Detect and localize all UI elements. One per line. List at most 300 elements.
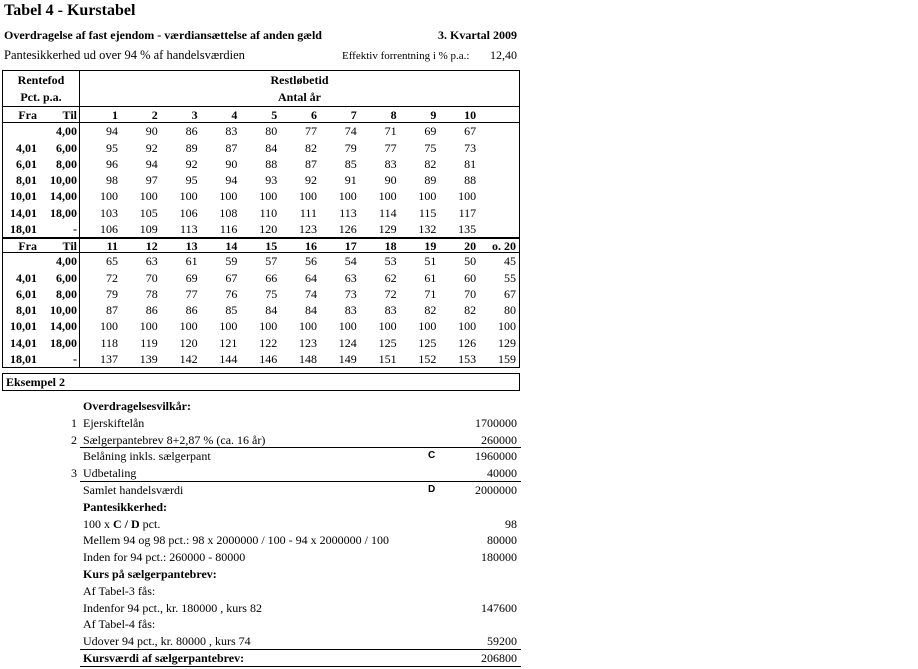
price-value: 87 <box>106 303 118 318</box>
price-value: 120 <box>179 335 198 350</box>
price-value: 85 <box>225 303 238 318</box>
price-value: 142 <box>179 351 198 366</box>
year-header-row <box>3 107 519 123</box>
rate-from: 10,01 <box>10 189 37 204</box>
year-header: 17 <box>344 238 357 253</box>
price-value: 86 <box>185 124 198 139</box>
year-header: o. 20 <box>491 238 516 253</box>
example-row-content <box>80 415 521 432</box>
price-value: 109 <box>139 221 158 236</box>
year-header: 10 <box>464 107 477 122</box>
item-label: Mellem 94 og 98 pct.: 98 x 2000000 / 100 - 94 x 2000000 / 100 <box>83 533 389 548</box>
item-label: Inden for 94 pct.: 260000 - 80000 <box>83 550 246 565</box>
price-value: 100 <box>259 189 278 204</box>
price-value: 61 <box>424 270 437 285</box>
rate-from: 14,01 <box>10 205 37 220</box>
price-value: 82 <box>464 303 477 318</box>
rate-row <box>3 140 519 156</box>
price-value: 117 <box>458 205 477 220</box>
example-row-content <box>80 465 521 482</box>
item-amount: 180000 <box>481 550 517 565</box>
price-value: 159 <box>497 351 516 366</box>
price-value: 45 <box>503 254 516 269</box>
price-value: 87 <box>304 156 317 171</box>
formula-suffix: pct. <box>139 516 161 531</box>
rate-row <box>3 205 519 221</box>
price-value: 132 <box>418 221 437 236</box>
total-marker: D <box>428 483 436 495</box>
year-header-row <box>3 237 519 253</box>
price-value: 79 <box>344 140 357 155</box>
price-table-body <box>3 107 519 367</box>
rate-to: 6,00 <box>40 270 80 286</box>
price-value: 66 <box>265 270 278 285</box>
price-value: 116 <box>219 221 238 236</box>
rate-row <box>3 172 519 188</box>
year-header: 11 <box>106 238 118 253</box>
price-value: 94 <box>106 124 118 139</box>
example-row-content <box>80 499 521 516</box>
rate-header-unit: Pct. p.a. <box>20 90 62 104</box>
price-value: 100 <box>139 189 158 204</box>
example-row <box>0 499 521 516</box>
rate-from: 6,01 <box>16 286 37 301</box>
example-row <box>0 432 521 449</box>
item-number: 2 <box>71 432 77 447</box>
rate-to: 14,00 <box>40 318 80 334</box>
price-value: 108 <box>219 205 238 220</box>
price-value: 100 <box>338 189 357 204</box>
price-value: 100 <box>338 319 357 334</box>
price-value: 100 <box>100 319 118 334</box>
rate-header <box>3 71 80 106</box>
year-header: 16 <box>304 238 317 253</box>
price-value: 83 <box>225 124 238 139</box>
price-value: 106 <box>100 221 118 236</box>
year-header: 12 <box>145 238 158 253</box>
item-amount: 2000000 <box>475 482 517 497</box>
price-value: 90 <box>225 156 238 171</box>
example-row <box>0 549 521 566</box>
rate-from <box>3 123 40 139</box>
interest-rate-label: Effektiv forrentning i % p.a.: <box>342 50 470 62</box>
rate-row <box>3 318 519 334</box>
rate-row <box>3 156 519 172</box>
example-row-content <box>80 650 521 667</box>
rate-to: - <box>40 351 80 367</box>
rate-from: 8,01 <box>16 303 37 318</box>
example-row <box>0 616 521 633</box>
price-value: 86 <box>145 303 158 318</box>
price-value: 95 <box>185 173 198 188</box>
price-value: 65 <box>106 254 118 269</box>
example-section <box>0 398 521 667</box>
price-value: 139 <box>139 351 158 366</box>
item-label: Ejerskiftelån <box>83 415 145 430</box>
example-row <box>0 516 521 533</box>
price-value: 72 <box>106 270 118 285</box>
section-heading: Kurs på sælgerpantebrev: <box>83 566 217 581</box>
price-value: 54 <box>344 254 357 269</box>
price-value: 59 <box>225 254 238 269</box>
price-value: 124 <box>338 335 357 350</box>
item-label: Sælgerpantebrev 8+2,87 % (ca. 16 år) <box>83 432 266 447</box>
price-value: 70 <box>464 286 477 301</box>
price-value: 89 <box>185 140 198 155</box>
price-value: 100 <box>378 189 397 204</box>
rate-row <box>3 123 519 139</box>
price-value: 67 <box>503 286 516 301</box>
item-label <box>83 516 160 532</box>
price-value: 92 <box>304 173 317 188</box>
price-value: 120 <box>259 221 278 236</box>
year-header: 2 <box>151 107 158 122</box>
price-value: 88 <box>464 173 477 188</box>
term-header-title: Restløbetid <box>270 73 329 87</box>
total-marker: C <box>428 450 436 462</box>
price-value: 82 <box>304 140 317 155</box>
rate-row <box>3 302 519 318</box>
price-value: 86 <box>185 303 198 318</box>
example-row <box>0 465 521 482</box>
example-row <box>0 600 521 617</box>
price-value: 75 <box>424 140 437 155</box>
price-value: 88 <box>265 156 278 171</box>
rate-from <box>3 253 40 269</box>
item-number: 1 <box>71 415 77 430</box>
example-row-content <box>80 549 521 566</box>
price-value: 79 <box>106 286 118 301</box>
price-value: 100 <box>219 189 238 204</box>
price-value: 78 <box>145 286 158 301</box>
price-value: 80 <box>503 303 516 318</box>
price-value: 113 <box>339 205 357 220</box>
price-value: 73 <box>344 286 357 301</box>
price-value: 118 <box>100 335 118 350</box>
rate-to: 4,00 <box>40 253 80 269</box>
example-row <box>0 415 521 432</box>
year-header: 5 <box>271 107 278 122</box>
price-value: 80 <box>265 124 278 139</box>
rate-from: 18,01 <box>10 221 37 236</box>
price-value: 63 <box>344 270 357 285</box>
price-value: 121 <box>219 335 238 350</box>
year-header: 19 <box>424 238 437 253</box>
rate-from: 4,01 <box>16 140 37 155</box>
example-row <box>0 482 521 499</box>
rate-row <box>3 221 519 237</box>
price-value: 135 <box>458 221 477 236</box>
example-row <box>0 532 521 549</box>
price-value: 115 <box>418 205 437 220</box>
price-value: 129 <box>497 335 516 350</box>
item-amount: 147600 <box>481 600 517 615</box>
price-value: 119 <box>140 335 158 350</box>
year-header: 7 <box>350 107 357 122</box>
rate-row <box>3 270 519 286</box>
price-value: 84 <box>265 303 278 318</box>
item-amount: 1960000 <box>475 449 517 464</box>
price-value: 100 <box>179 319 198 334</box>
price-value: 96 <box>106 156 118 171</box>
price-value: 74 <box>304 286 317 301</box>
example-row-content <box>80 600 521 617</box>
example-row <box>0 566 521 583</box>
rate-from: 4,01 <box>16 270 37 285</box>
price-value: 89 <box>424 173 437 188</box>
example-row-content <box>80 532 521 549</box>
item-amount: 1700000 <box>475 415 517 430</box>
example-row-content <box>80 398 521 415</box>
example-row-content <box>80 516 521 533</box>
item-label: Belåning inkls. sælgerpant <box>83 449 211 464</box>
price-value: 100 <box>418 189 437 204</box>
year-header: 3 <box>191 107 198 122</box>
price-table-header <box>3 71 519 107</box>
rate-to: 10,00 <box>40 302 80 318</box>
price-value: 144 <box>219 351 238 366</box>
rate-to: 8,00 <box>40 286 80 302</box>
year-header: 6 <box>310 107 317 122</box>
price-value: 83 <box>344 303 357 318</box>
rate-to: 6,00 <box>40 140 80 156</box>
price-value: 85 <box>344 156 357 171</box>
rate-row <box>3 253 519 269</box>
price-value: 60 <box>464 270 477 285</box>
price-value: 146 <box>259 351 278 366</box>
price-value: 153 <box>458 351 477 366</box>
price-value: 106 <box>179 205 198 220</box>
example-title: Eksempel 2 <box>2 373 520 391</box>
price-value: 152 <box>418 351 437 366</box>
year-header: 13 <box>185 238 198 253</box>
item-label: Udbetaling <box>83 466 137 481</box>
price-value: 111 <box>299 205 317 220</box>
condition-text: Pantesikkerhed ud over 94 % af handelsværdien <box>4 48 245 62</box>
item-label: Af Tabel-4 fås: <box>83 617 156 632</box>
price-value: 105 <box>139 205 158 220</box>
price-value: 87 <box>225 140 238 155</box>
price-value: 74 <box>344 124 357 139</box>
price-value: 56 <box>304 254 317 269</box>
example-row-content <box>80 448 521 465</box>
rate-to: 18,00 <box>40 335 80 351</box>
price-value: 90 <box>145 124 158 139</box>
price-value: 71 <box>384 124 397 139</box>
example-row <box>0 633 521 650</box>
rate-row <box>3 286 519 302</box>
term-header <box>80 71 519 107</box>
price-value: 126 <box>458 335 477 350</box>
example-row-content <box>80 633 521 650</box>
year-header: 8 <box>390 107 397 122</box>
price-value: 57 <box>265 254 278 269</box>
price-value: 100 <box>179 189 198 204</box>
price-value: 62 <box>384 270 397 285</box>
year-header: 14 <box>225 238 238 253</box>
rate-row <box>3 188 519 204</box>
rate-from: 14,01 <box>10 335 37 350</box>
price-value: 100 <box>378 319 397 334</box>
price-value: 82 <box>424 303 437 318</box>
example-row <box>0 583 521 600</box>
formula-ratio: C / D <box>113 516 140 531</box>
rate-row <box>3 351 519 367</box>
term-header-unit: Antal år <box>278 90 321 104</box>
price-value: 126 <box>338 221 357 236</box>
rate-to: 8,00 <box>40 156 80 172</box>
section-heading: Overdragelsesvilkår: <box>83 399 191 413</box>
price-value: 98 <box>106 173 118 188</box>
price-value: 100 <box>497 319 516 334</box>
price-value: 100 <box>100 189 118 204</box>
item-label: Af Tabel-3 fås: <box>83 583 156 598</box>
example-row <box>0 398 521 415</box>
price-value: 149 <box>338 351 357 366</box>
result-amount: 206800 <box>481 650 517 665</box>
price-value: 51 <box>424 254 437 269</box>
price-value: 100 <box>139 319 158 334</box>
price-value: 93 <box>265 173 278 188</box>
rate-to: 14,00 <box>40 188 80 204</box>
to-header: Til <box>40 107 80 122</box>
item-amount: 80000 <box>487 533 517 548</box>
price-value: 91 <box>344 173 357 188</box>
example-row-content <box>80 583 521 600</box>
item-amount: 59200 <box>487 634 517 649</box>
price-value: 151 <box>378 351 397 366</box>
item-label: Samlet handelsværdi <box>83 482 184 497</box>
price-value: 69 <box>185 270 198 285</box>
item-number: 3 <box>71 466 77 481</box>
price-value: 72 <box>384 286 397 301</box>
price-value: 100 <box>298 319 317 334</box>
from-header: Fra <box>18 238 37 253</box>
price-value: 77 <box>304 124 317 139</box>
price-value: 69 <box>424 124 437 139</box>
price-value: 125 <box>418 335 437 350</box>
rate-from: 8,01 <box>16 173 37 188</box>
item-label: Udover 94 pct., kr. 80000 , kurs 74 <box>83 634 251 649</box>
price-value: 100 <box>298 189 317 204</box>
price-value: 75 <box>265 286 278 301</box>
price-value: 122 <box>259 335 278 350</box>
price-value: 73 <box>464 140 477 155</box>
interest-rate-value: 12,40 <box>490 48 517 62</box>
example-row <box>0 448 521 465</box>
price-value: 94 <box>225 173 238 188</box>
price-value: 94 <box>145 156 158 171</box>
price-value: 137 <box>100 351 118 366</box>
price-value: 83 <box>384 156 397 171</box>
price-value: 92 <box>185 156 198 171</box>
price-value: 67 <box>464 124 477 139</box>
item-amount: 260000 <box>481 432 517 447</box>
price-value: 100 <box>458 319 477 334</box>
price-value: 84 <box>304 303 317 318</box>
price-value: 50 <box>464 254 477 269</box>
price-value: 100 <box>219 319 238 334</box>
price-value: 76 <box>225 286 238 301</box>
year-header: 9 <box>430 107 437 122</box>
period-label: 3. Kvartal 2009 <box>438 28 517 42</box>
price-value: 67 <box>225 270 238 285</box>
price-value: 61 <box>185 254 198 269</box>
example-row <box>0 650 521 667</box>
year-header: 4 <box>231 107 238 122</box>
price-value: 95 <box>106 140 118 155</box>
page-title: Tabel 4 - Kurstabel <box>4 2 136 19</box>
price-value: 77 <box>384 140 397 155</box>
rate-from: 10,01 <box>10 319 37 334</box>
price-value: 90 <box>384 173 397 188</box>
rate-to: 18,00 <box>40 205 80 221</box>
page-subtitle: Overdragelse af fast ejendom - værdiansættelse af anden gæld <box>4 28 322 42</box>
price-value: 100 <box>458 189 477 204</box>
example-row-content <box>80 482 521 499</box>
price-value: 53 <box>384 254 397 269</box>
price-value: 92 <box>145 140 158 155</box>
year-header: 18 <box>384 238 397 253</box>
section-heading: Pantesikkerhed: <box>83 499 167 514</box>
price-value: 71 <box>424 286 437 301</box>
rate-header-title: Rentefod <box>17 73 65 87</box>
price-value: 129 <box>378 221 397 236</box>
price-value: 84 <box>265 140 278 155</box>
price-value: 110 <box>259 205 278 220</box>
to-header: Til <box>40 239 80 252</box>
rate-from: 6,01 <box>16 156 37 171</box>
price-value: 100 <box>418 319 437 334</box>
year-header: 1 <box>112 107 118 122</box>
rate-from: 18,01 <box>10 351 37 366</box>
example-row-content <box>80 432 521 449</box>
item-amount: 98 <box>505 516 517 531</box>
price-value: 70 <box>145 270 158 285</box>
price-value: 97 <box>145 173 158 188</box>
price-value: 81 <box>464 156 477 171</box>
rate-to: - <box>40 221 80 237</box>
price-value: 64 <box>304 270 317 285</box>
price-value: 100 <box>259 319 278 334</box>
rate-row <box>3 335 519 351</box>
item-label: Indenfor 94 pct., kr. 180000 , kurs 82 <box>83 600 262 615</box>
price-value: 63 <box>145 254 158 269</box>
from-header: Fra <box>18 107 37 122</box>
price-value: 123 <box>298 335 317 350</box>
item-amount: 40000 <box>487 466 517 481</box>
price-value: 113 <box>180 221 198 236</box>
example-row-content <box>80 566 521 583</box>
result-heading: Kursværdi af sælgerpantebrev: <box>83 650 245 665</box>
price-value: 148 <box>298 351 317 366</box>
price-value: 123 <box>298 221 317 236</box>
price-value: 114 <box>379 205 397 220</box>
year-header: 20 <box>464 238 477 253</box>
price-value: 103 <box>100 205 118 220</box>
year-header: 15 <box>265 238 278 253</box>
price-value: 55 <box>503 270 516 285</box>
price-value: 82 <box>424 156 437 171</box>
example-row-content <box>80 616 521 633</box>
rate-to: 4,00 <box>40 123 80 139</box>
price-value: 125 <box>378 335 397 350</box>
price-value: 77 <box>185 286 198 301</box>
price-table <box>2 70 520 368</box>
formula-prefix: 100 x <box>83 516 113 531</box>
price-value: 83 <box>384 303 397 318</box>
rate-to: 10,00 <box>40 172 80 188</box>
